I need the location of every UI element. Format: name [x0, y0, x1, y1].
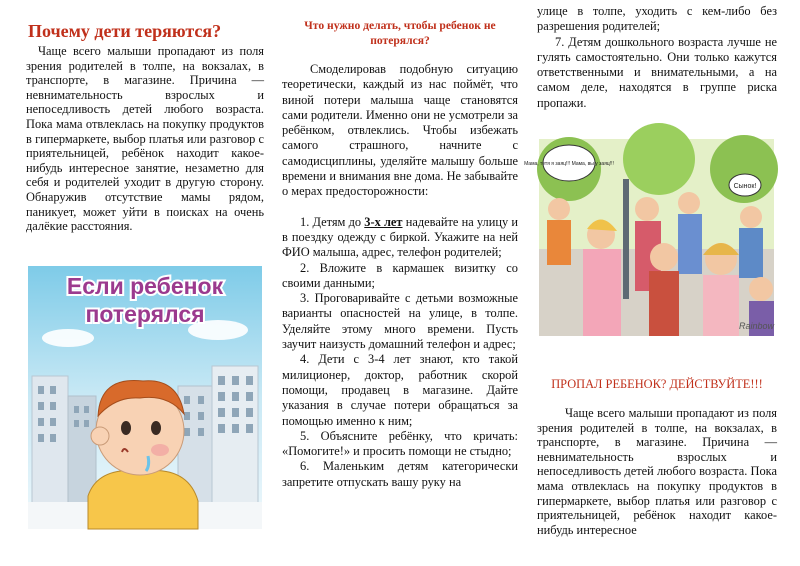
speech-bubble-child: Мама, тетя я заяц!!! Мама, вы у заяц!!!: [524, 161, 614, 167]
list-item-4: 4. Дети с 3-4 лет знают, кто такой милиционер, доктор, работник скорой помощи, продавец в магазине. Дайте указания в случае потери обращаться за помощью именно к ним;: [282, 352, 518, 428]
prevention-intro: Смоделировав подобную ситуацию теоретически, каждый из нас поймёт, что виной потери малыша чаще становятся сами родители. Именно они не усмотрели за ребёнком, отвлеклись. Чтобы избежать самого страшного, начните с самодисциплины, уделяйте малышу больше времени и внимания вне дома. Не забывайте о мерах предосторожности:: [282, 62, 518, 199]
list-item-1: 1. Детям до 3-х лет надевайте на улицу и в поездку одежду с биркой. Укажите на ней ФИО малыша, адрес, телефон родителей;: [282, 214, 518, 260]
poster-title-line2: потерялся: [85, 301, 205, 327]
list-item-3: 3. Проговаривайте с детьми возможные варианты опасностей на улице, в толпе. Уделяйте этому много времени. Пусть заучит наизусть домашний телефон и адрес;: [282, 291, 518, 352]
right-column-lower: [537, 376, 777, 537]
crowd-illustration: [524, 139, 775, 336]
section-title-prevention: Что нужно делать, чтобы ребенок не потерялся?: [304, 19, 496, 47]
speech-bubble-parent: Сынок!: [733, 183, 757, 190]
list-continuation: улице в толпе, уходить с кем-либо без разрешения родителей;: [537, 4, 777, 34]
section-title-why: Почему дети теряются?: [28, 21, 222, 41]
middle-column: [282, 0, 518, 490]
section-title-action: ПРОПАЛ РЕБЕНОК? ДЕЙСТВУЙТЕ!!!: [551, 377, 763, 391]
why-paragraph: Чаще всего малыши пропадают из поля зрения родителей в толпе, на вокзалах, в транспорте, в магазине. Причина — невнимательность взрослых и непоседливость детей любого возраста. Пока мама отвлеклась на покупку продуктов в гипермаркете, выбор платья или разговор с приятельницей, ребёнок находит какое-нибудь интересное занятие, незаметно для себя и родителей уходит в другую сторону. Обнаружив отсутствие мамы рядом, паникует, может уйти в поисках на очень далёкие расстояния.: [26, 44, 264, 234]
list-item-7: 7. Детям дошкольного возраста лучше не гулять самостоятельно. Они только кажутся ответственными и внимательными, а на самом деле, находятся в группе риска пропажи.: [537, 34, 777, 110]
age-emphasis: 3-х лет: [364, 214, 403, 229]
left-column: [26, 0, 264, 234]
poster-title-line1: Если ребенок: [66, 273, 224, 299]
action-paragraph: Чаще всего малыши пропадают из поля зрения родителей в толпе, на вокзалах, в транспорте, в магазине. Причина — невнимательность взрослых и непоседливость детей любого возраста. Пока мама отвлеклась на покупку продуктов в гипермаркете, выбор платья или разговор с приятельницей, ребёнок находит какое-нибудь интересное: [537, 406, 777, 537]
illustration-watermark: Rainbow: [739, 321, 775, 331]
list-item-2: 2. Вложите в кармашек визитку со своими данными;: [282, 260, 518, 290]
right-column: [537, 0, 777, 111]
lost-child-poster: [28, 266, 262, 529]
list-item-5: 5. Объясните ребёнку, что кричать: «Помогите!» и просить помощи не стыдно;: [282, 428, 518, 459]
list-item-6: 6. Маленьким детям категорически запретите отпускать вашу руку на: [282, 459, 518, 489]
